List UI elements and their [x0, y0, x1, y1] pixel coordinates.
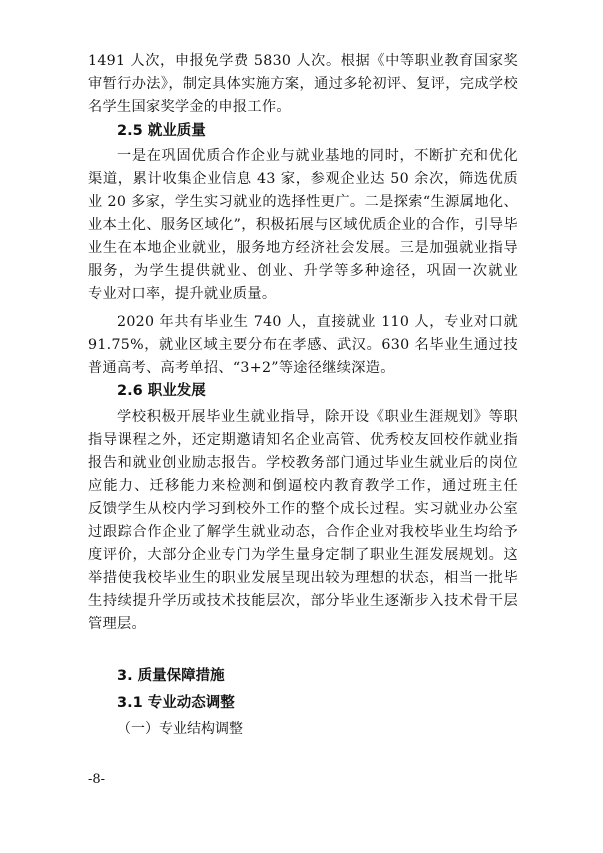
section-heading-3-1: 3.1 专业动态调整	[117, 695, 235, 711]
text-line: 业 20 多家，学生实习就业的选择性更广。二是探索“生源属地化、	[88, 194, 518, 210]
text-line: 服务，为学生提供就业、创业、升学等多种途径，巩固一次就业	[88, 263, 518, 279]
text-line: 91.75%，就业区域主要分布在孝感、武汉。630 名毕业生通过技	[88, 337, 518, 353]
text-line: 管理层。	[88, 616, 146, 632]
text-line: 生持续提升学历或技术技能层次，部分毕业生逐渐步入技术骨干层	[88, 593, 518, 609]
text-line: 过跟踪合作企业了解学生就业动态，合作企业对我校毕业生均给予	[88, 524, 518, 540]
text-line: 报告和就业创业励志报告。学校教务部门通过毕业生就业后的岗位	[88, 455, 518, 471]
section-heading-2-6: 2.6 职业发展	[117, 383, 206, 399]
text-line: 度评价，大部分企业专门为学生量身定制了职业生涯发展规划。这	[88, 547, 518, 563]
text-line: 审暂行办法》，制定具体实施方案，通过多轮初评、复评，完成学校	[88, 76, 518, 92]
text-line: 举措使我校毕业生的职业发展呈现出较为理想的状态，相当一批毕	[88, 570, 518, 586]
section-heading-3: 3. 质量保障措施	[117, 668, 225, 684]
text-line: 反馈学生从校内学习到校外工作的整个成长过程。实习就业办公室	[88, 501, 518, 517]
text-line: 渠道，累计收集企业信息 43 家，参观企业达 50 余次，筛选优质	[88, 171, 518, 187]
page-number: -8-	[88, 772, 106, 787]
text-line: 2020 年共有毕业生 740 人，直接就业 110 人，专业对口就	[117, 314, 518, 330]
text-line: 应能力、迁移能力来检测和倒逼校内教育教学工作，通过班主任	[88, 478, 518, 494]
section-heading-2-5: 2.5 就业质量	[117, 123, 206, 139]
text-line: 指导课程之外，还定期邀请知名企业高管、优秀校友回校作就业指	[88, 432, 518, 448]
text-line: 业本土化、服务区域化”，积极拓展与区域优质企业的合作，引导毕	[88, 217, 518, 233]
text-line: 一是在巩固优质合作企业与就业基地的同时，不断扩充和优化	[117, 148, 518, 164]
text-line: 普通高考、高考单招、“3+2”等途径继续深造。	[88, 360, 395, 376]
text-line: 专业对口率，提升就业质量。	[88, 286, 277, 302]
subsection-heading-structure-adjustment: （一）专业结构调整	[117, 721, 243, 737]
text-line: 业生在本地企业就业，服务地方经济社会发展。三是加强就业指导	[88, 240, 518, 256]
text-line: 学校积极开展毕业生就业指导，除开设《职业生涯规划》等职	[117, 409, 518, 425]
text-line: 名学生国家奖学金的申报工作。	[88, 99, 291, 115]
text-line: 1491 人次，申报免学费 5830 人次。根据《中等职业教育国家奖	[88, 53, 518, 69]
